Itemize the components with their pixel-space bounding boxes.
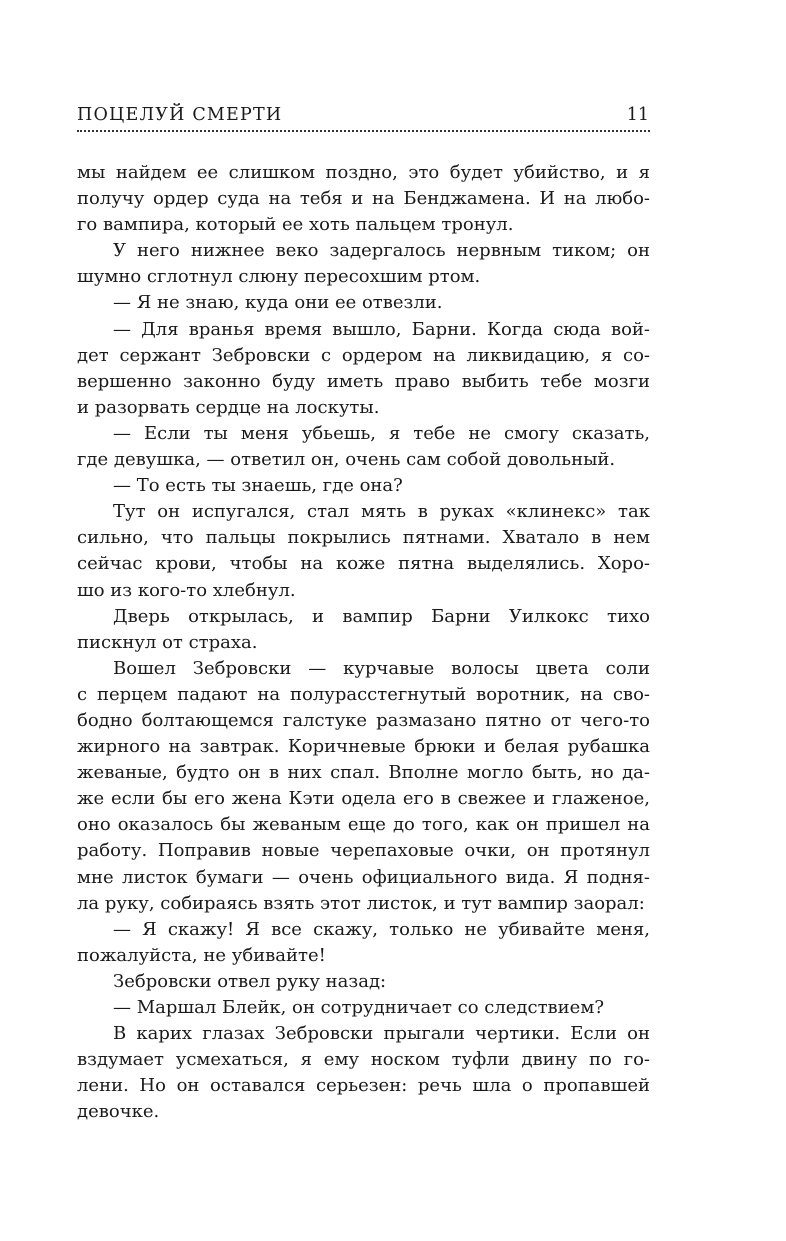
text-line: мне листок бумаги — очень официального вида. Я подня- bbox=[77, 866, 650, 888]
text-line: и разорвать сердце на лоскуты. bbox=[77, 396, 380, 418]
text-line: работу. Поправив новые черепаховые очки, он протянул bbox=[77, 840, 650, 862]
body-text bbox=[77, 160, 650, 1125]
text-line: дет сержант Зебровски с ордером на ликвидацию, я со- bbox=[77, 344, 650, 366]
text-line: Дверь открылась, и вампир Барни Уилкокс тихо bbox=[113, 605, 650, 627]
text-line: — Я скажу! Я все скажу, только не убивайте меня, bbox=[113, 918, 650, 940]
book-title: ПОЦЕЛУЙ СМЕРТИ bbox=[77, 105, 283, 125]
text-line: вершенно законно буду иметь право выбить тебе мозги bbox=[77, 370, 650, 392]
text-line: Вошел Зебровски — курчавые волосы цвета соли bbox=[113, 657, 650, 679]
text-line: жирного на завтрак. Коричневые брюки и белая рубашка bbox=[77, 736, 650, 758]
text-line: жеваные, будто он в них спал. Вполне могло быть, но да- bbox=[77, 762, 650, 784]
page-number: 11 bbox=[626, 105, 649, 125]
text-line: получу ордер суда на тебя и на Бенджамена. И на любо- bbox=[77, 188, 650, 210]
text-line: шо из кого-то хлебнул. bbox=[77, 579, 296, 601]
text-line: мы найдем ее слишком поздно, это будет убийство, и я bbox=[77, 162, 650, 183]
text-line: — Если ты меня убьешь, я тебе не смогу сказать, bbox=[113, 422, 650, 444]
text-line: пожалуйста, не убивайте! bbox=[77, 944, 326, 966]
text-line: же если бы его жена Кэти одела его в свежее и глаженое, bbox=[77, 788, 650, 810]
text-line: ла руку, собираясь взять этот листок, и тут вампир заорал: bbox=[77, 892, 645, 914]
text-line: шумно сглотнул слюну пересохшим ртом. bbox=[77, 266, 481, 288]
text-line: бодно болтающемся галстуке размазано пятно от чего-то bbox=[77, 709, 650, 731]
text-line: Тут он испугался, стал мять в руках «клинекс» так bbox=[113, 501, 650, 523]
text-line: — То есть ты знаешь, где она? bbox=[113, 475, 403, 497]
text-line: го вампира, который ее хоть пальцем тронул. bbox=[77, 214, 514, 236]
text-line: — Для вранья время вышло, Барни. Когда сюда вой- bbox=[113, 318, 650, 340]
text-line: В карих глазах Зебровски прыгали чертики. Если он bbox=[113, 1023, 650, 1045]
text-line: где девушка, — ответил он, очень сам собой довольный. bbox=[77, 449, 616, 471]
text-line: с перцем падают на полурасстегнутый воротник, на сво- bbox=[77, 683, 650, 705]
text-line: девочке. bbox=[77, 1101, 160, 1123]
text-line: сильно, что пальцы покрылись пятнами. Хватало в нем bbox=[77, 527, 650, 549]
text-line: Зебровски отвел руку назад: bbox=[113, 970, 387, 992]
header-divider bbox=[77, 130, 650, 132]
text-line: У него нижнее веко задергалось нервным тиком; он bbox=[113, 240, 650, 262]
text-line: оно оказалось бы жеваным еще до того, как он пришел на bbox=[77, 814, 650, 836]
text-line: вздумает усмехаться, я ему носком туфли двину по го- bbox=[77, 1049, 650, 1071]
text-line: лени. Но он оставался серьезен: речь шла о пропавшей bbox=[77, 1075, 650, 1097]
text-line: — Маршал Блейк, он сотрудничает со следствием? bbox=[113, 997, 604, 1018]
running-header bbox=[77, 103, 650, 127]
text-line: сейчас крови, чтобы на коже пятна выделялись. Хоро- bbox=[77, 553, 650, 575]
text-line: пискнул от страха. bbox=[77, 631, 258, 653]
text-line: — Я не знаю, куда они ее отвезли. bbox=[113, 292, 443, 314]
